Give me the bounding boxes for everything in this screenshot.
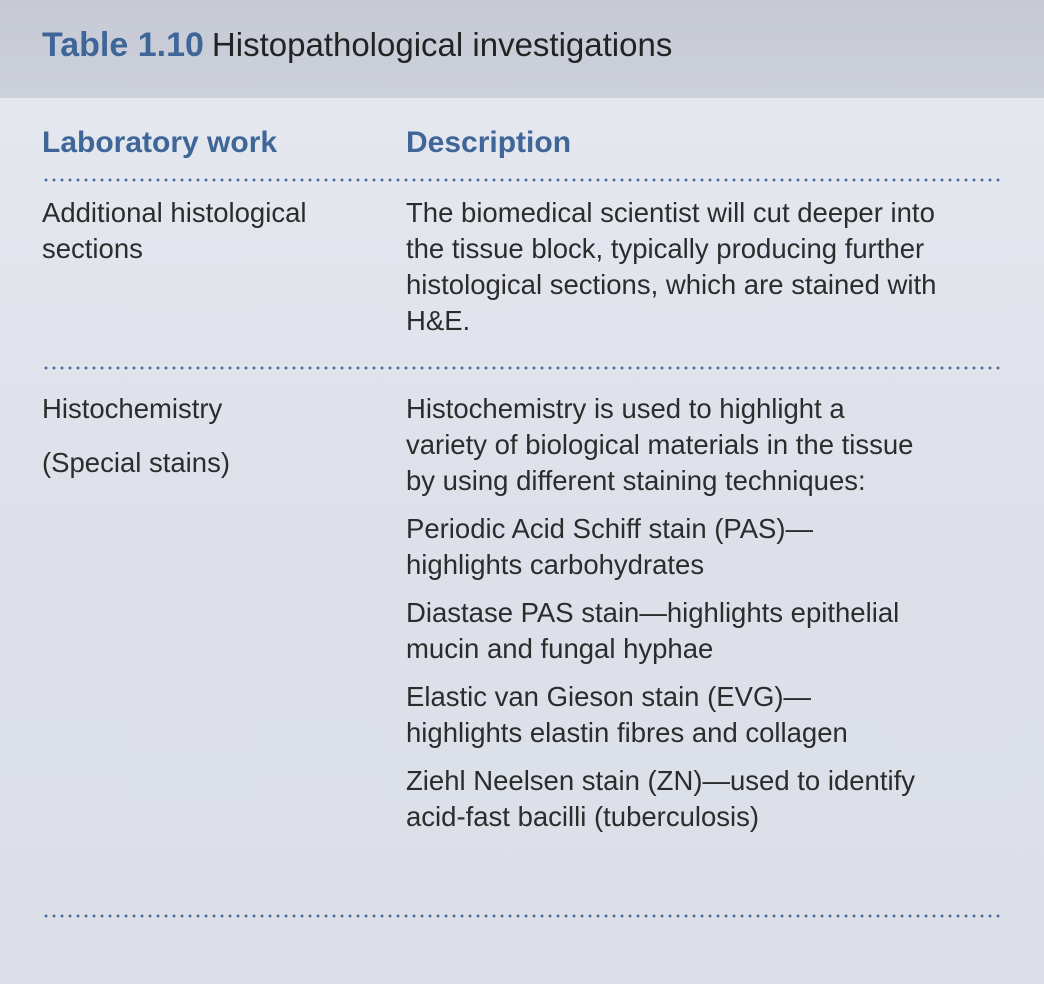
row-2-work: Histochemistry bbox=[42, 393, 223, 424]
column-header-laboratory-work: Laboratory work bbox=[42, 126, 278, 159]
row-1-description-cell bbox=[406, 195, 976, 339]
table-bottom-divider bbox=[42, 914, 1000, 918]
header-divider bbox=[42, 178, 1000, 182]
table-title: Histopathological investigations bbox=[211, 26, 673, 63]
row-2-description-pas: Periodic Acid Schiff stain (PAS)—highlights carbohydrates bbox=[406, 513, 814, 580]
table-caption bbox=[42, 28, 672, 62]
row-2-description-zn: Ziehl Neelsen stain (ZN)—used to identify acid-fast bacilli (tuberculosis) bbox=[406, 765, 915, 832]
row-1-description: The biomedical scientist will cut deeper into the tissue block, typically producing further histological sections, which are stained with H&E. bbox=[406, 197, 937, 336]
row-2-description-evg: Elastic van Gieson stain (EVG)—highlights elastin fibres and collagen bbox=[406, 681, 848, 748]
row-2-description-diastase-pas: Diastase PAS stain—highlights epithelial mucin and fungal hyphae bbox=[406, 597, 900, 664]
table-title-bar bbox=[0, 0, 1044, 98]
row-2-description-cell bbox=[406, 391, 966, 835]
row-1-divider bbox=[42, 366, 1000, 370]
table-number: Table 1.10 bbox=[42, 26, 204, 64]
row-2-description-intro: Histochemistry is used to highlight a variety of biological materials in the tissue by using different staining techniques: bbox=[406, 393, 914, 496]
column-header-description: Description bbox=[406, 126, 572, 159]
row-2-work-note: (Special stains) bbox=[42, 447, 230, 478]
row-2-work-cell bbox=[42, 391, 372, 481]
row-1-work-cell bbox=[42, 195, 372, 267]
row-1-work: Additional histological sections bbox=[42, 197, 307, 264]
